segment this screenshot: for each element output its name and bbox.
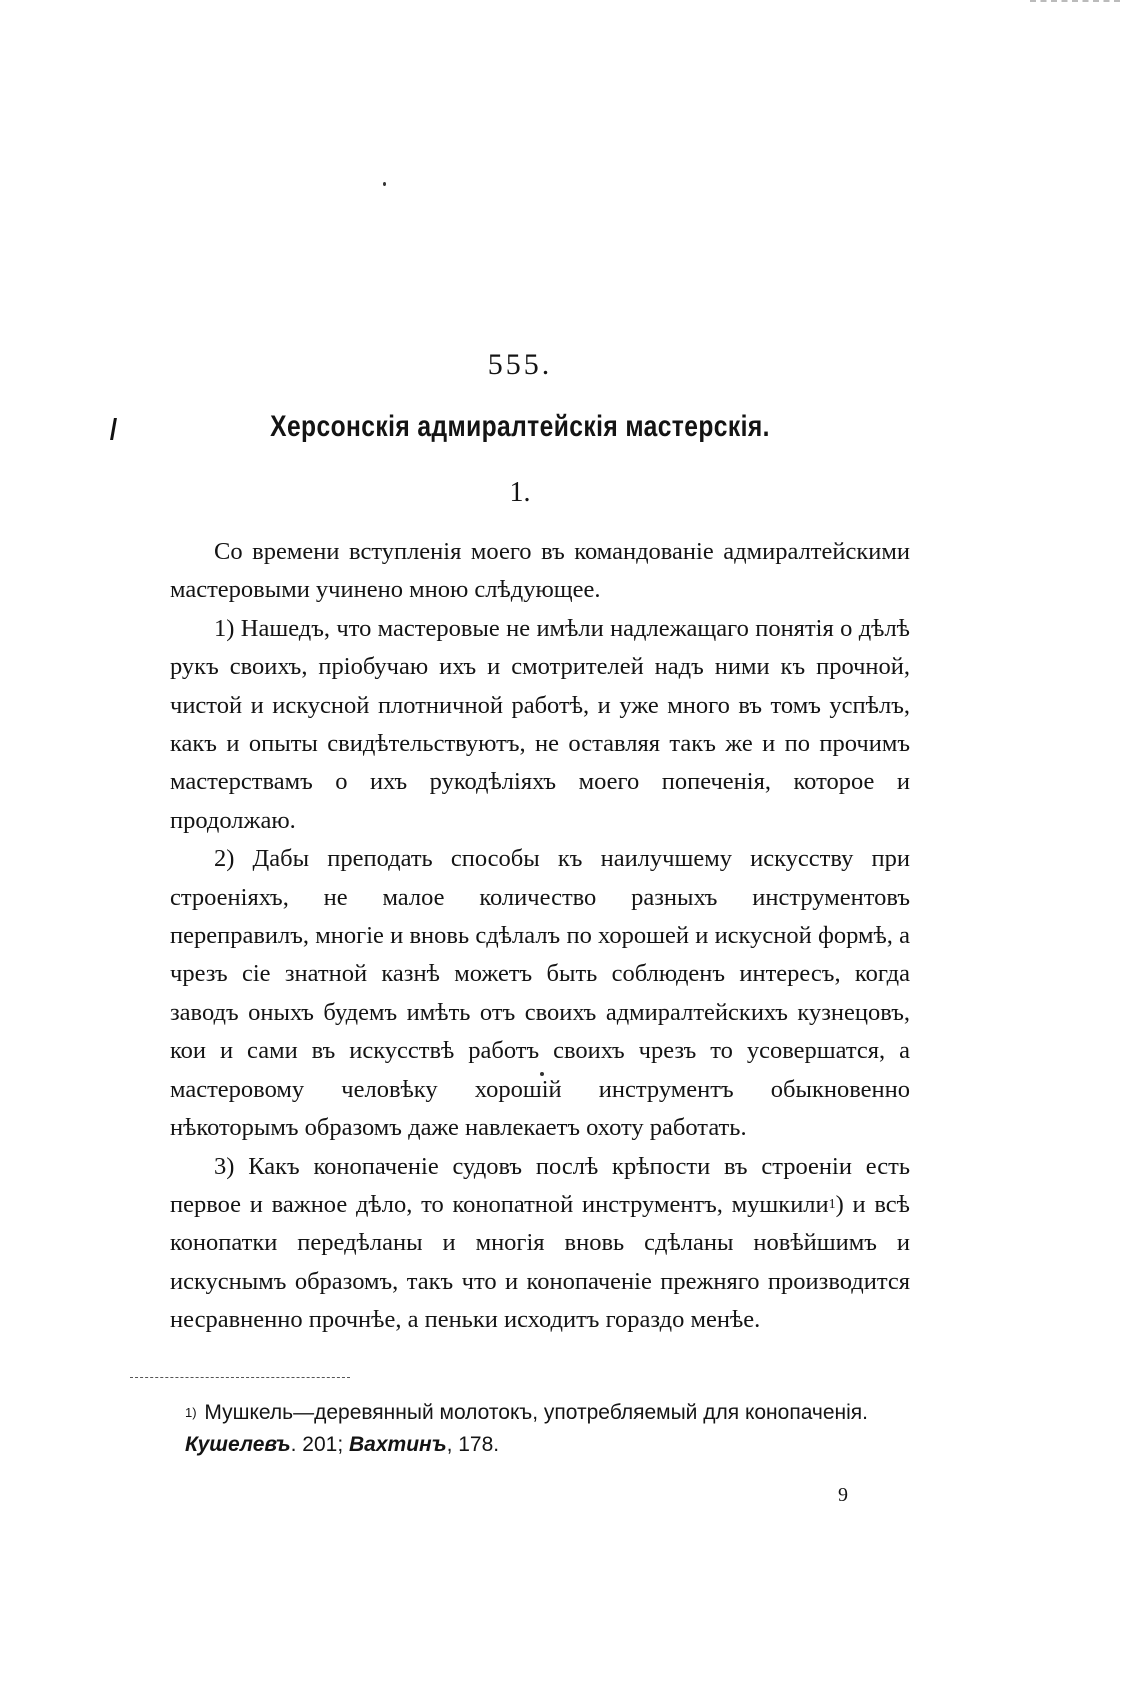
paragraph-3-rest: ) и всѣ конопатки передѣланы и многія вновь сдѣланы новѣйшимъ и искуснымъ образомъ, такъ что и конопаченіе прежняго производится несравненно прочнѣе, а пеньки исходитъ гораздо менѣе.: [170, 1190, 910, 1334]
paragraph-3: [170, 1148, 910, 1340]
paragraph-1: 1) Нашедъ, что мастеровые не имѣли надлежащаго понятія о дѣлѣ рукъ своихъ, пріобучаю ихъ и смотрителей надъ ними къ прочной, чистой и искусной плотничной работѣ, и уже много въ томъ успѣлъ, какъ и опыты свидѣтельствуютъ, не оставляя такъ же и по прочимъ мастерствамъ о ихъ рукодѣліяхъ моего попеченія, которое и продолжаю.: [170, 614, 910, 834]
document-number: 555.: [487, 348, 553, 381]
paragraph-intro: Со времени вступленія моего въ командованіе адмиралтейскими мастеровыми учинено мною слѣдующее.: [170, 538, 910, 604]
scan-speck: [540, 1072, 544, 1076]
footnote-separator: [130, 1377, 350, 1378]
footnote-number: 1): [185, 1405, 197, 1420]
paragraph-3-start: 3) Какъ конопаченіе судовъ послѣ крѣпости въ строеніи есть первое и важное дѣло, то конопатной инструментъ, мушкили: [170, 1152, 910, 1218]
footnote-ref-page-2: , 178.: [446, 1433, 500, 1456]
body-text: [170, 533, 910, 1340]
footnote: [185, 1397, 905, 1461]
paragraph-2: 2) Дабы преподать способы къ наилучшему искусству при строеніяхъ, не малое количество разныхъ инструментовъ переправилъ, многіе и вновь сдѣлалъ по хорошей и искусной формѣ, а чрезъ сіе знатной казнѣ можетъ быть соблюденъ интересъ, когда заводъ оныхъ будемъ имѣть отъ своихъ адмиралтейскихъ кузнецовъ, кои и сами въ искусствѣ работъ своихъ чрезъ то усовершатся, а мастеровому человѣку хорошій инструментъ обыкновенно нѣкоторымъ образомъ даже навлекаетъ охоту работать.: [170, 845, 910, 1142]
scan-speck: [383, 182, 386, 186]
footnote-ref-author-2: Вахтинъ: [349, 1433, 447, 1456]
footnote-text: Мушкель—деревянный молотокъ, употребляемый для конопаченія.: [204, 1401, 869, 1424]
footnote-ref-author-1: Кушелевъ: [185, 1433, 291, 1456]
footnote-marker: 1: [828, 1196, 836, 1212]
document-title: Херсонскія адмиралтейскія мастерскія.: [270, 410, 770, 443]
page-number: 9: [838, 1484, 848, 1506]
section-number: 1.: [509, 477, 531, 508]
corner-scan-mark: [1030, 0, 1120, 4]
footnote-ref-page-1: . 201;: [290, 1433, 344, 1456]
